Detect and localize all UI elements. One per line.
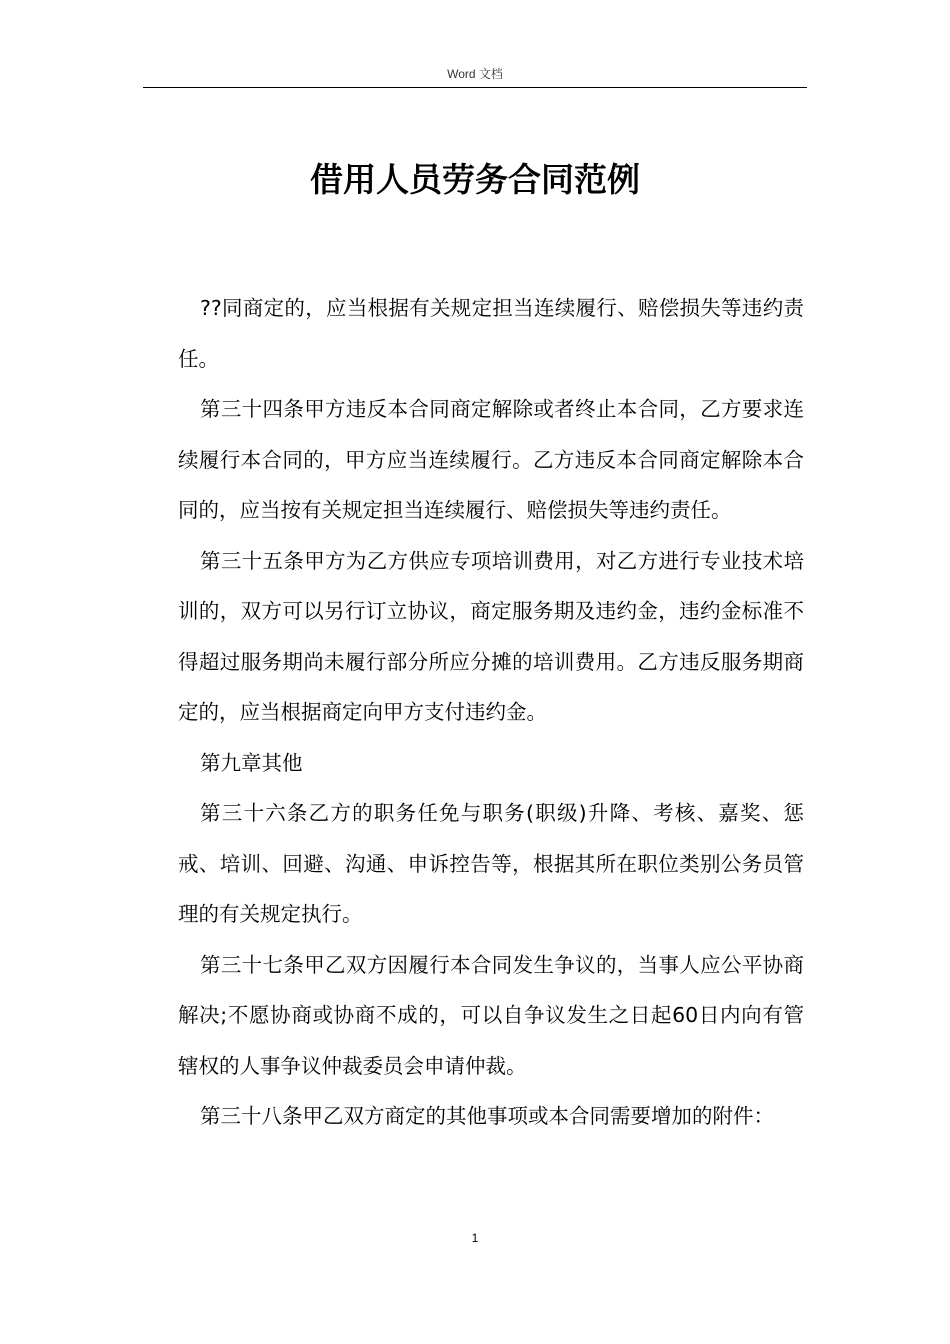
paragraph: 第三十五条甲方为乙方供应专项培训费用，对乙方进行专业技术培训的，双方可以另行订立协议，商定服务期及违约金，违约金标准不得超过服务期尚未履行部分所应分摊的培训费用。乙方违反服务期商定的，应当根据商定向甲方支付违约金。: [178, 548, 804, 724]
page-number: 1: [471, 1231, 479, 1245]
page-header-label: Word 文档: [447, 67, 503, 81]
header-divider: [143, 87, 807, 88]
paragraph: ??同商定的，应当根据有关规定担当连续履行、赔偿损失等违约责任。: [178, 296, 804, 371]
paragraph: 第三十八条甲乙双方商定的其他事项或本合同需要增加的附件：: [200, 1104, 774, 1128]
paragraph: 第三十七条甲乙双方因履行本合同发生争议的，当事人应公平协商解决;不愿协商或协商不成的，可以自争议发生之日起60日内向有管辖权的人事争议仲裁委员会申请仲裁。: [178, 952, 804, 1078]
chapter-heading: 第九章其他: [200, 750, 303, 775]
paragraph: 第三十六条乙方的职务任免与职务(职级)升降、考核、嘉奖、惩戒、培训、回避、沟通、申诉控告等，根据其所在职位类别公务员管理的有关规定执行。: [178, 801, 804, 926]
paragraph: 第三十四条甲方违反本合同商定解除或者终止本合同，乙方要求连续履行本合同的，甲方应当连续履行。乙方违反本合同商定解除本合同的，应当按有关规定担当连续履行、赔偿损失等违约责任。: [178, 397, 804, 522]
document-title: 借用人员劳务合同范例: [310, 160, 640, 199]
document-body: [178, 283, 804, 1142]
